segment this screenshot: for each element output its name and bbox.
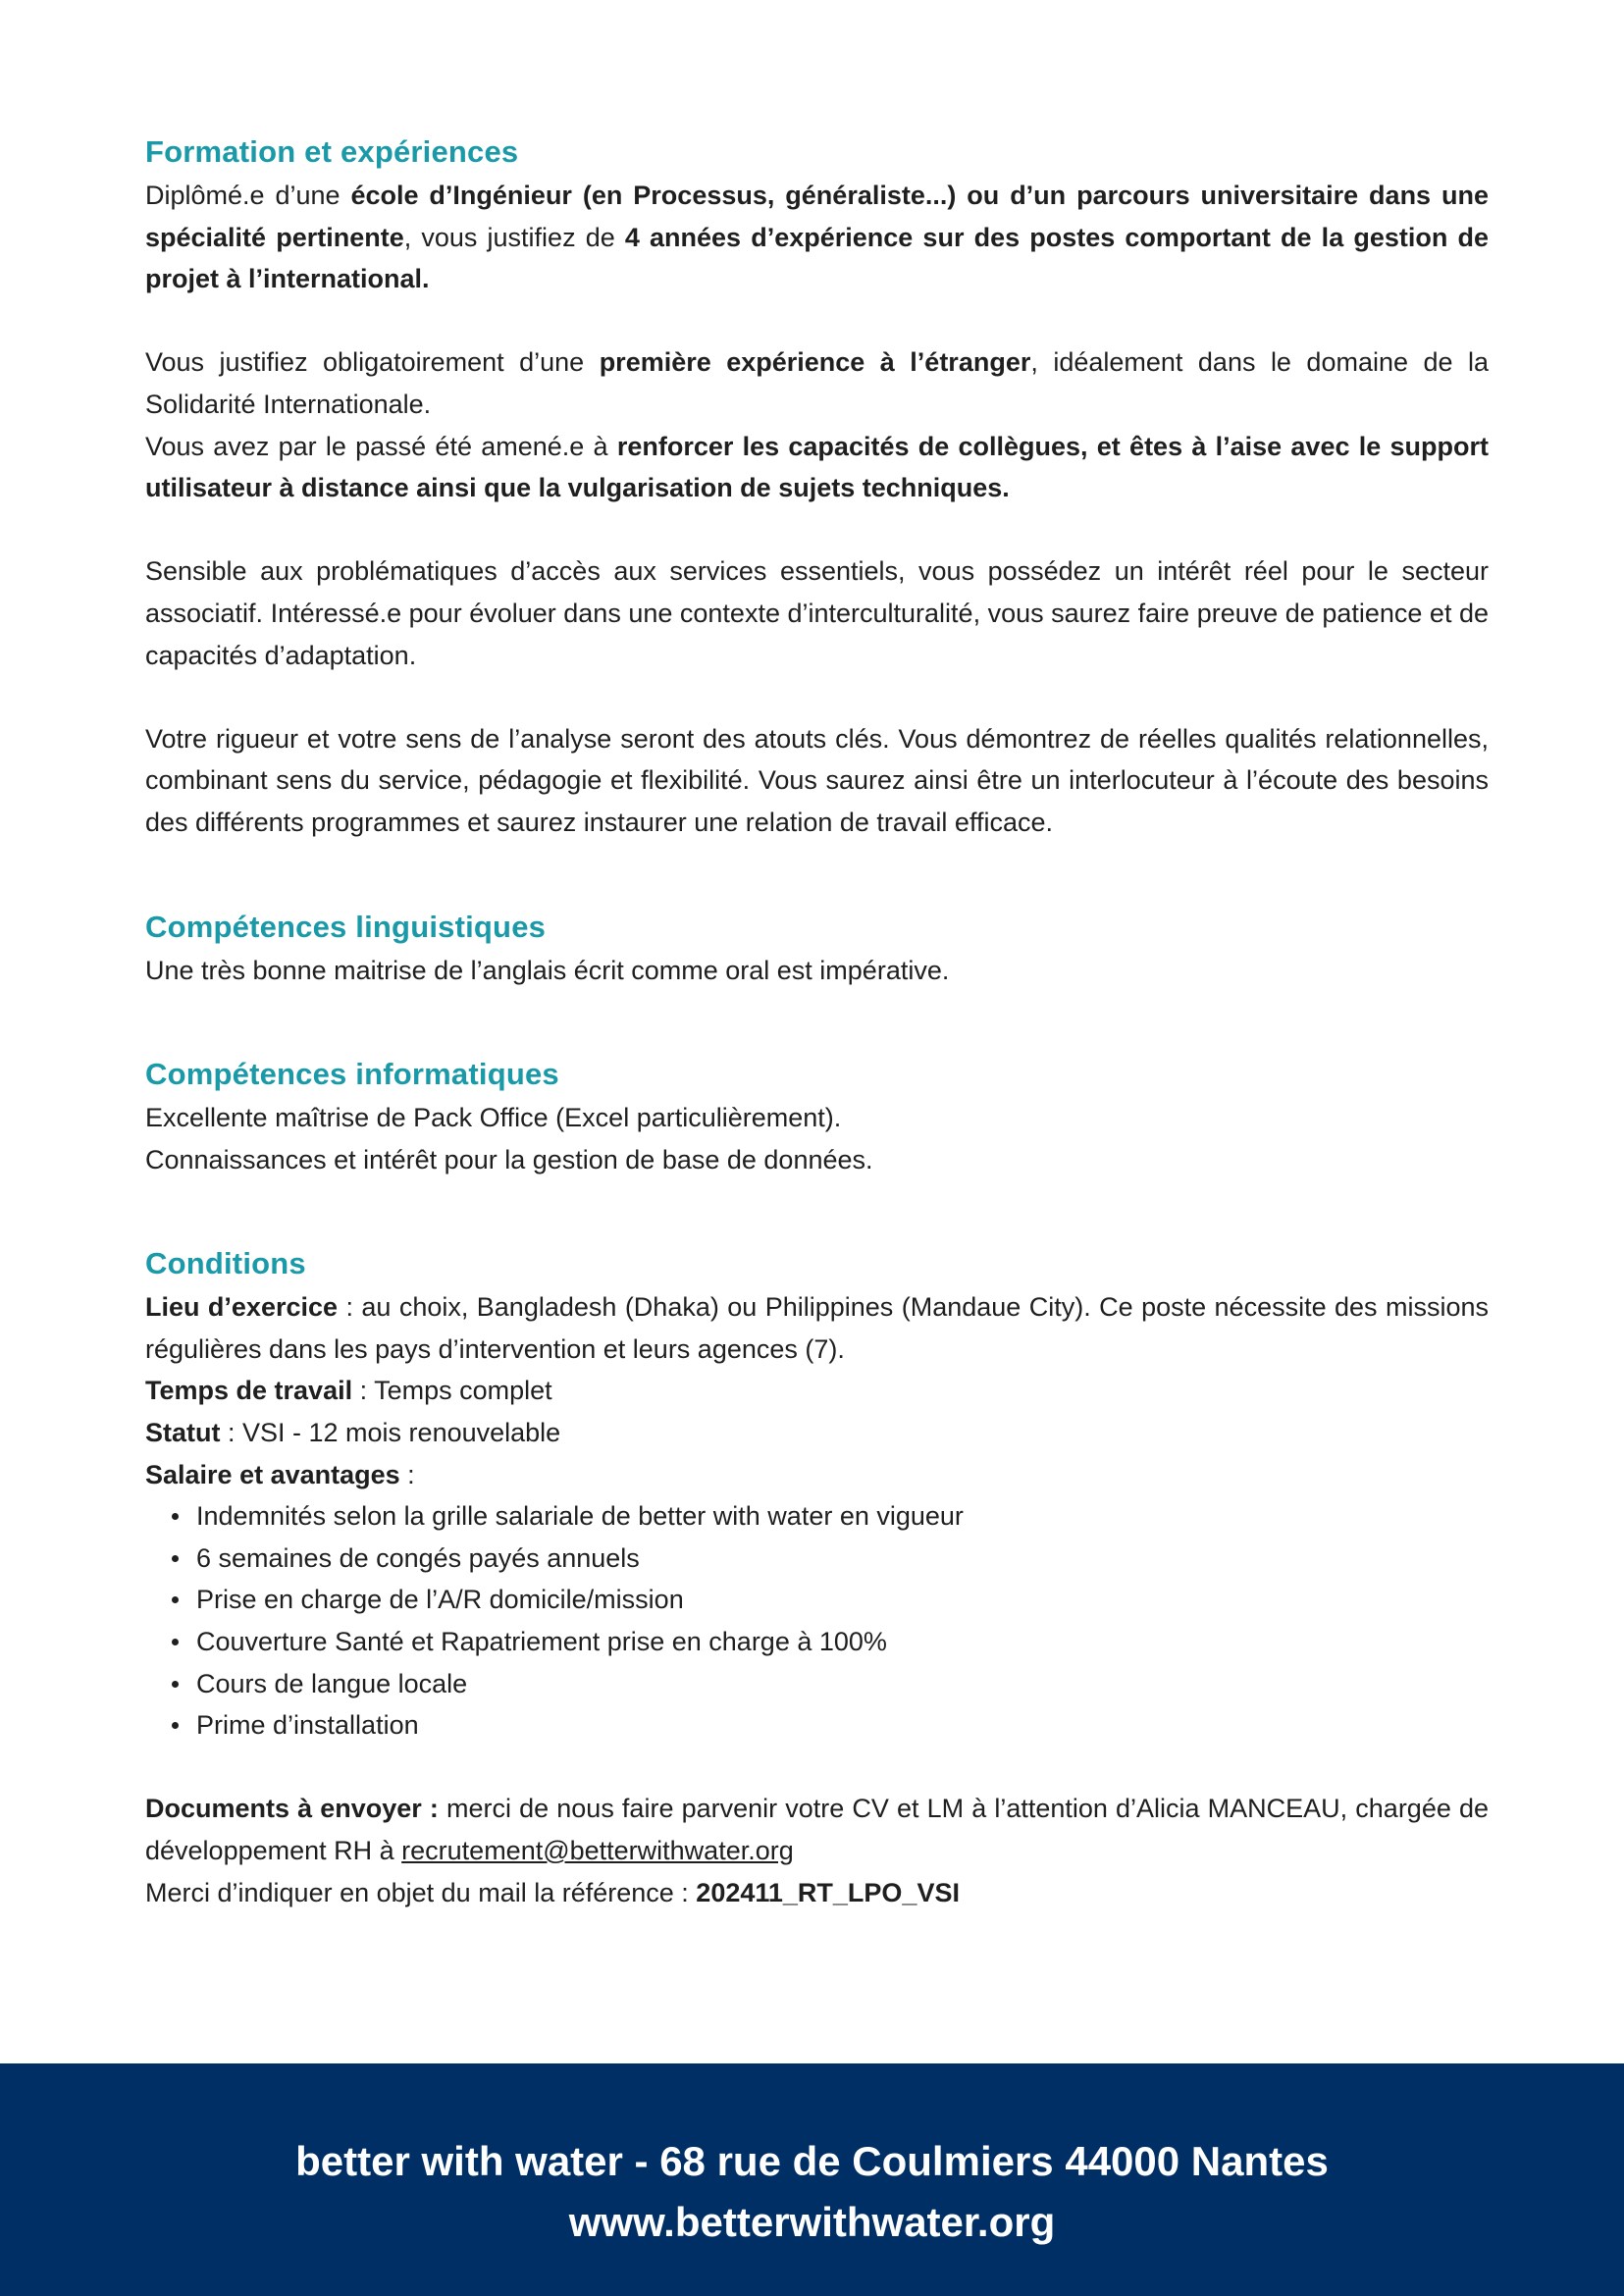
list-item: Indemnités selon la grille salariale de better with water en vigueur: [196, 1495, 1489, 1538]
conditions-salaire: Salaire et avantages :: [145, 1459, 415, 1489]
informatiques-line-1: Excellente maîtrise de Pack Office (Excel particulièrement).: [145, 1103, 842, 1133]
footer-address: better with water - 68 rue de Coulmiers 44000 Nantes: [295, 2138, 1329, 2184]
formation-paragraph-4: Sensible aux problématiques d’accès aux services essentiels, vous possédez un intérêt réel pour le secteur associatif. Intéressé.e pour évoluer dans une contexte d’interculturalité, vous saurez faire preuve de patience et de capacités d’adaptation.: [145, 556, 1489, 670]
informatiques-heading: Compétences informatiques: [145, 1057, 559, 1092]
reference-code: 202411_RT_LPO_VSI: [696, 1877, 960, 1907]
informatiques-line-2: Connaissances et intérêt pour la gestion de base de données.: [145, 1144, 873, 1174]
conditions-temps: Temps de travail : Temps complet: [145, 1376, 552, 1406]
avantages-list: [145, 1495, 1489, 1747]
conditions-statut: Statut : VSI - 12 mois renouvelable: [145, 1418, 561, 1448]
formation-paragraph-1: Diplômé.e d’une école d’Ingénieur (en Processus, généraliste...) ou d’un parcours universitaire dans une spécialité pertinente, vous justifiez de 4 années d’expérience sur des postes comportant de la gestion de projet à l’international.: [145, 181, 1489, 294]
documents-paragraph: Documents à envoyer : merci de nous faire parvenir votre CV et LM à l’attention d’Alicia MANCEAU, chargée de développement RH à recrutement@betterwithwater.org: [145, 1794, 1489, 1865]
formation-paragraph-3: Vous avez par le passé été amené.e à renforcer les capacités de collègues, et êtes à l’aise avec le support utilisateur à distance ainsi que la vulgarisation de sujets techniques.: [145, 431, 1489, 503]
formation-paragraph-2: Vous justifiez obligatoirement d’une première expérience à l’étranger, idéalement dans le domaine de la Solidarité Internationale.: [145, 347, 1490, 419]
linguistiques-text: Une très bonne maitrise de l’anglais écrit comme oral est impérative.: [145, 955, 950, 985]
document-body: [145, 130, 1489, 1913]
footer-website: www.betterwithwater.org: [568, 2199, 1056, 2245]
footer-banner: [0, 2063, 1624, 2296]
conditions-heading: Conditions: [145, 1246, 306, 1281]
linguistiques-heading: Compétences linguistiques: [145, 909, 547, 944]
formation-paragraph-5: Votre rigueur et votre sens de l’analyse seront des atouts clés. Vous démontrez de réelles qualités relationnelles, combinant sens du service, pédagogie et flexibilité. Vous saurez ainsi être un interlocuteur à l’écoute des besoins des différents programmes et saurez instaurer une relation de travail efficace.: [145, 723, 1489, 837]
list-item: Couverture Santé et Rapatriement prise en charge à 100%: [196, 1621, 1489, 1663]
email-link[interactable]: recrutement@betterwithwater.org: [401, 1836, 794, 1865]
list-item: Prise en charge de l’A/R domicile/mission: [196, 1579, 1489, 1621]
list-item: Cours de langue locale: [196, 1663, 1489, 1705]
list-item: 6 semaines de congés payés annuels: [196, 1538, 1489, 1580]
formation-heading: Formation et expériences: [145, 134, 519, 169]
reference-line: Merci d’indiquer en objet du mail la référence : 202411_RT_LPO_VSI: [145, 1877, 960, 1907]
conditions-lieu: Lieu d’exercice : au choix, Bangladesh (Dhaka) ou Philippines (Mandaue City). Ce poste nécessite des missions régulières dans les pays d’intervention et leurs agences (7).: [145, 1292, 1489, 1364]
list-item: Prime d’installation: [196, 1704, 1489, 1747]
